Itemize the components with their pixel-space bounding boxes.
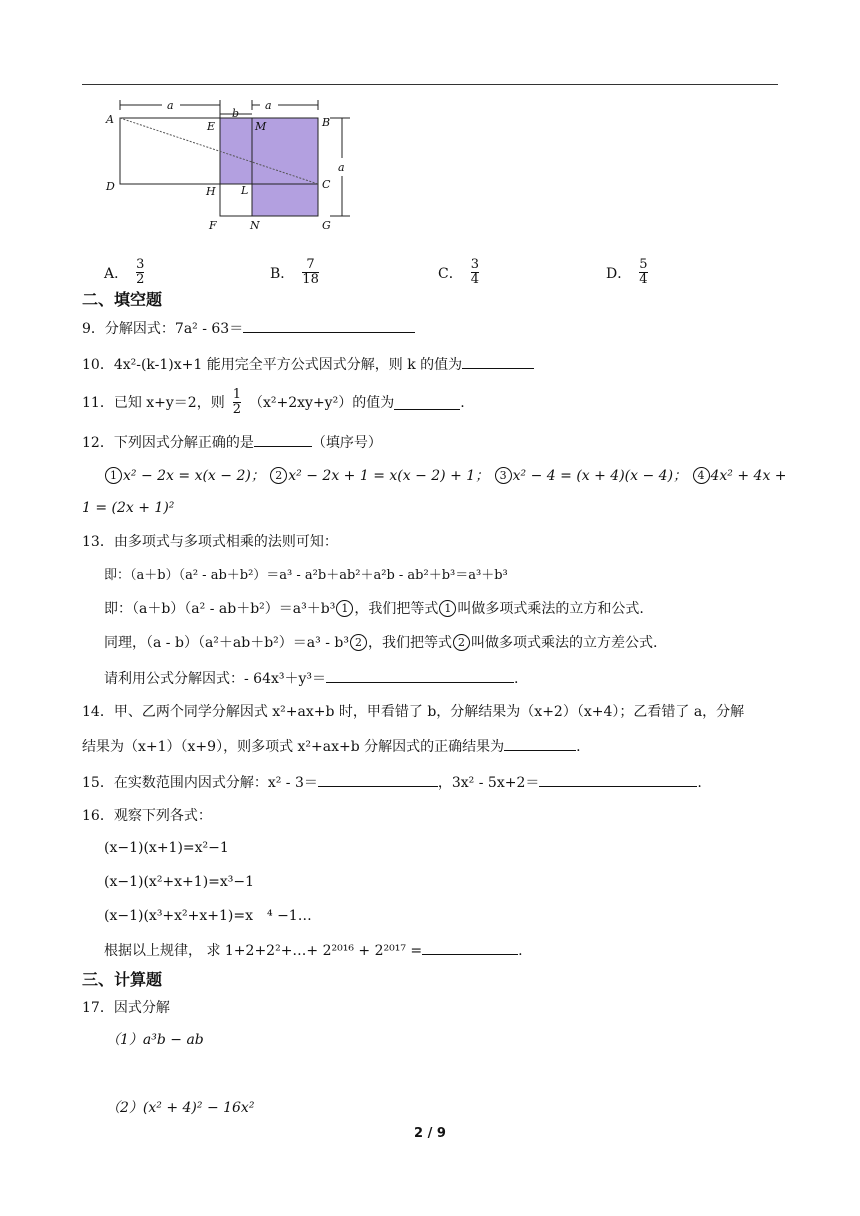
answer-blank[interactable]	[539, 772, 697, 787]
question-13: 13．由多项式与多项式相乘的法则可知：	[82, 534, 338, 550]
answer-blank[interactable]	[243, 318, 415, 333]
answer-blank[interactable]	[462, 354, 534, 369]
question-13-line2: 即：（a＋b）（a² - ab＋b²）＝a³＋b³ 1 ，我们把等式 1 叫做多项式乘法的立方和公式.	[104, 601, 644, 617]
question-10: 10．4x²-(k-1)x+1 能用完全平方公式因式分解，则 k 的值为	[82, 354, 534, 375]
question-16-line4: 根据以上规律， 求 1+2+2²+…+ 2²⁰¹⁶ + 2²⁰¹⁷ = .	[104, 940, 523, 961]
question-9: 9．分解因式：7a² - 63＝	[82, 318, 415, 339]
question-13-line3: 同理，（a - b）（a²＋ab＋b²）＝a³ - b³ 2 ，我们把等式 2 叫做多项式乘法的立方差公式.	[104, 635, 658, 651]
question-16: 16．观察下列各式：	[82, 808, 212, 824]
page-number: 2 / 9	[414, 1126, 446, 1141]
geometry-figure	[100, 96, 360, 236]
answer-blank[interactable]	[422, 940, 518, 955]
option-a	[104, 258, 144, 287]
question-12-options-cont: 1 = (2x + 1)²	[82, 500, 175, 516]
question-17-part1: （1）a³b − ab	[106, 1032, 204, 1048]
option-fraction: $\frac{3}{2}$	[136, 257, 145, 287]
label-M: M	[255, 120, 267, 133]
label-A: A	[106, 113, 114, 126]
question-15: 15．在实数范围内因式分解：x² - 3＝ ，3x² - 5x+2＝ .	[82, 772, 702, 793]
label-G: G	[322, 219, 331, 232]
option-fraction: $\frac{7}{18}$	[302, 257, 319, 287]
question-12-options: 1 x² − 2x = x(x − 2)； 2 x² − 2x + 1 = x(x − 2) + 1； 3 x² − 4 = (x + 4)(x − 4)； 4 4x² + 4x +	[104, 466, 787, 486]
question-16-line2: (x−1)(x²+x+1)=x³−1	[104, 874, 255, 890]
label-a-top-right: a	[265, 99, 272, 112]
question-14-line2: 结果为（x+1）（x+9），则多项式 x²+ax+b 分解因式的正确结果为 .	[82, 736, 581, 757]
option-b	[270, 258, 319, 287]
answer-blank[interactable]	[394, 395, 460, 410]
option-c	[438, 258, 479, 287]
option-letter: C．	[438, 265, 463, 282]
label-C: C	[322, 178, 331, 191]
label-H: H	[206, 185, 216, 198]
question-17-part2: （2）(x² + 4)² − 16x²	[106, 1100, 255, 1116]
answer-blank[interactable]	[254, 432, 312, 447]
label-a-top-left: a	[167, 99, 174, 112]
label-L: L	[241, 184, 249, 197]
section-heading-calculation: 三、计算题	[82, 970, 163, 989]
option-letter: B．	[270, 265, 295, 282]
option-letter: A．	[104, 265, 129, 282]
label-E: E	[207, 120, 216, 133]
question-17: 17．因式分解	[82, 1000, 170, 1016]
question-14-line1: 14．甲、乙两个同学分解因式 x²+ax+b 时，甲看错了 b，分解结果为（x+2）（x+4）；乙看错了 a，分解	[82, 704, 745, 720]
option-letter: D．	[606, 265, 632, 282]
question-13-line4: 请利用公式分解因式：- 64x³＋y³＝ .	[104, 668, 518, 689]
question-16-line1: (x−1)(x+1)=x²−1	[104, 840, 229, 856]
question-16-line3: (x−1)(x³+x²+x+1)=x ⁴ −1…	[104, 908, 312, 924]
answer-blank[interactable]	[326, 668, 514, 683]
header-rule	[82, 84, 778, 85]
question-13-line1: 即：（a＋b）（a² - ab＋b²）＝a³ - a²b＋ab²＋a²b - ab²＋b³＝a³＋b³	[104, 568, 508, 583]
option-d	[606, 258, 648, 287]
option-fraction: $\frac{5}{4}$	[639, 257, 648, 287]
fraction-half: $\frac{1}{2}$	[232, 387, 241, 417]
question-11: 11．已知 x+y＝2，则 $\frac{1}{2}$ （x²+2xy+y²）的值为 .	[82, 387, 465, 417]
label-N: N	[250, 219, 260, 232]
label-B: B	[322, 116, 331, 129]
question-12: 12．下列因式分解正确的是 （填序号）	[82, 432, 382, 453]
section-heading-fill-in: 二、填空题	[82, 290, 163, 309]
answer-blank[interactable]	[318, 772, 438, 787]
shaded-strip	[220, 118, 252, 184]
option-fraction: $\frac{3}{4}$	[470, 257, 479, 287]
answer-blank[interactable]	[504, 736, 576, 751]
label-a-right: a	[338, 161, 345, 174]
label-D: D	[106, 180, 115, 193]
label-b-top: b	[232, 107, 240, 120]
label-F: F	[209, 219, 217, 232]
